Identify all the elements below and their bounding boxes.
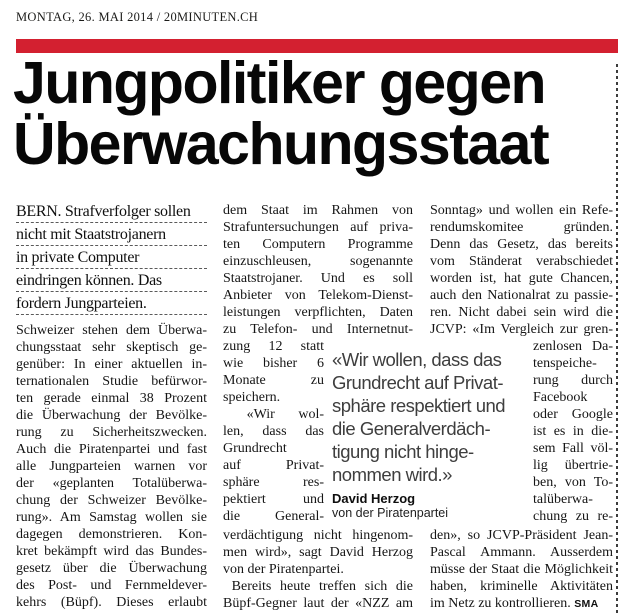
headline-line2: Überwachungsstaat — [13, 111, 549, 177]
last-line-text: im Netz zu kontrollieren. — [430, 596, 575, 611]
lead-paragraph: BERN. Strafverfolger sollen nicht mit Staatstrojanern in private Computer eindringen können. Das fordern Jungparteien. — [16, 200, 207, 315]
column3-body-text-bottom: den», so JCVP-Präsident Jean- Pascal Ammann. Ausserdem müsse der Staat die Möglichkeit haben, kriminelle Aktivitäten — [430, 528, 613, 594]
article-last-line — [430, 595, 613, 612]
pull-quote-author: David Herzog — [332, 491, 416, 506]
headline — [13, 50, 549, 177]
page-edge-dashed-line — [616, 64, 618, 613]
headline-line1: Jungpolitiker gegen — [13, 50, 546, 116]
column3-body-text-top: Sonntag» und wollen ein Refe- rendumskomitee gründen. Denn das Gesetz, das bereits vom Ständerat verabschiedet worden ist, hat gute Chancen, auch den Nationalrat zu passie- ren. Nicht dabei sein wird die JCVP: «Im Vergleich zur gren- — [430, 203, 613, 337]
column2-body-text-bottom: verdächtigung nicht hingenom- men wird», sagt David Herzog von der Piratenpartei. — [223, 528, 413, 577]
dateline: MONTAG, 26. MAI 2014 / 20MINUTEN.CH — [16, 10, 259, 24]
pull-quote — [332, 349, 530, 521]
pull-quote-author-role: von der Piratenpartei — [332, 506, 449, 520]
column2-body-text-narrow: zung 12 statt wie bisher 6 Monate zu speichern. «Wir wol- len, dass das Grundrecht auf Privat- sphäre res- pektiert und die General- — [223, 339, 324, 524]
column1-body-text: Schweizer stehen dem Überwa- chungsstaat sehr skeptisch ge- genüber: In einer aktuellen in- ternationalen Studie befürwor- ten gerade einmal 38 Prozent die Überwachung der Bevölke- rung zu Sicherheitszwecken. Auch die Piratenpartei und fast alle Jungparteien warnen vor der «geplanten Totalüberwa- chung der Schweizer Bevölke- rung». Am Samstag wollen sie dagegen demonstrieren. Kon- kret bekämpft wird das Bundes- gesetz über die Überwachung des Post- und Fernmeldever- kehrs (Büpf). Dieses erlaubt — [16, 323, 207, 610]
column2-body-text-last: Bereits heute treffen sich die Büpf-Gegner laut der «NZZ am — [223, 579, 413, 611]
column2-body-text-top: dem Staat im Rahmen von Strafuntersuchungen auf priva- ten Computern Programme einzuschleusen, sogenannte Staatstrojaner. Und es soll Anbieter von Telekom-Dienst- leistungen verpflichten, Daten zu Telefon- und Internetnut- — [223, 203, 413, 337]
column3-body-text-narrow: zenlosen Da- tenspeiche- rung durch Facebook oder Google ist es in die- sem Fall völ- lig übertrie- ben, von To- talüberwa- chung zu re- — [533, 339, 613, 524]
pull-quote-text: «Wir wollen, dass das Grundrecht auf Privat- sphäre respektiert und die Generalverdäch- tigung nicht hinge- nommen wird.» — [332, 349, 506, 485]
author-abbreviation: SMA — [574, 598, 599, 610]
